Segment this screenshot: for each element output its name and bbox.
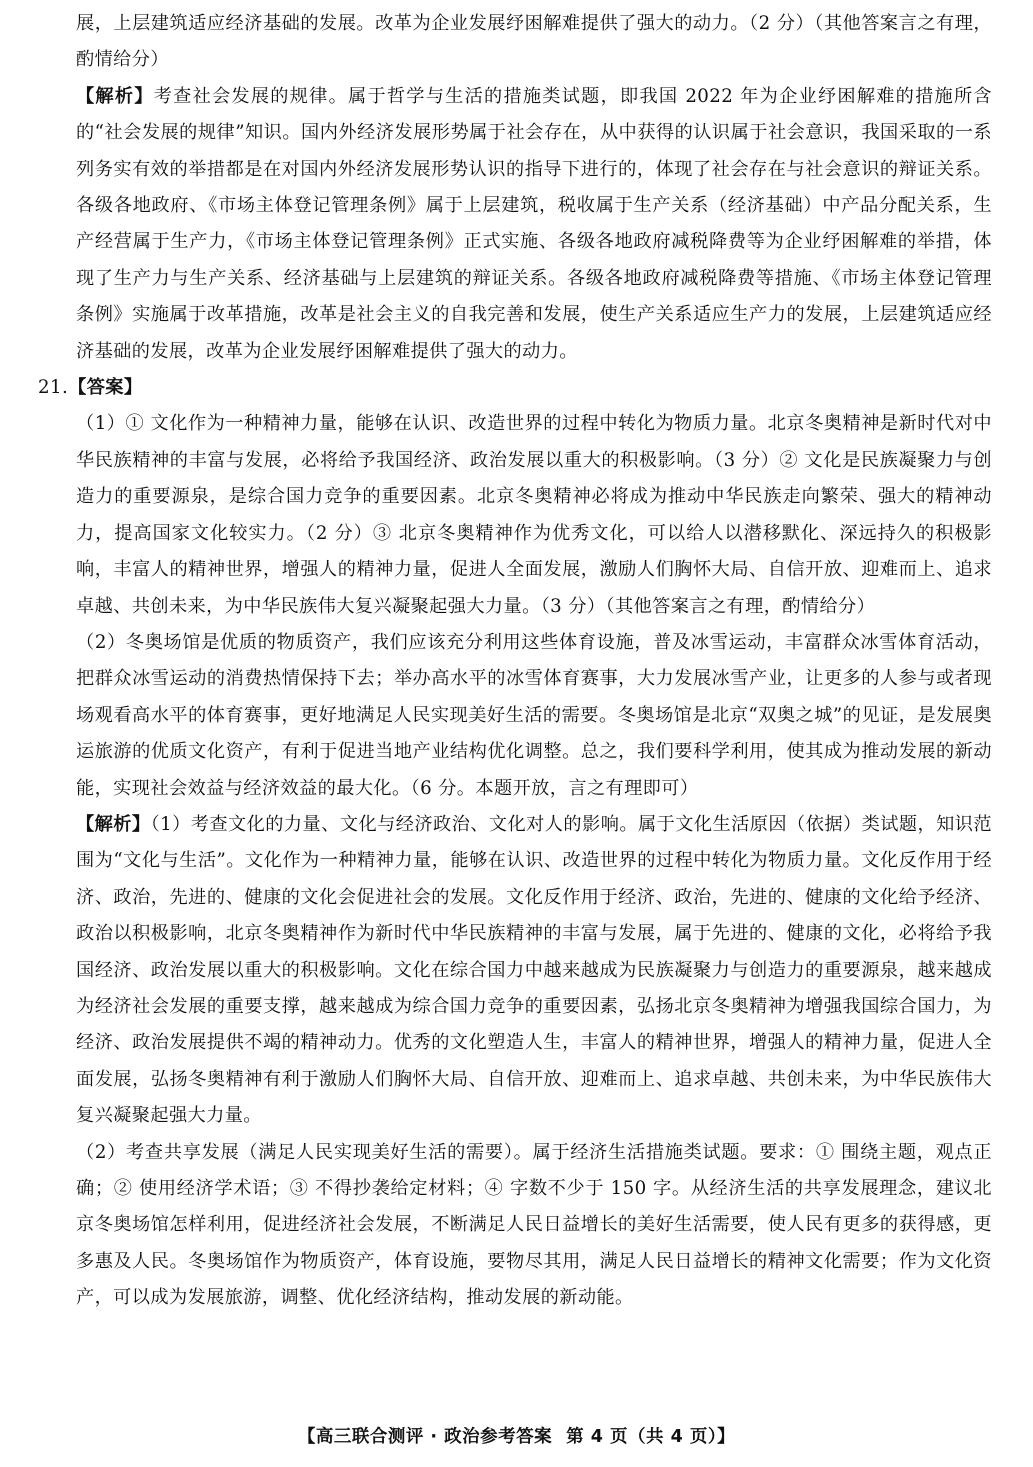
q21-analysis-text-1: （1）考查文化的力量、文化与经济政治、文化对人的影响。属于文化生活原因（依据）类试题，知识范围为“文化与生活”。文化作为一种精神力量，能够在认识、改造世界的过程中转化为物质力量。文化反作用于经济、政治，先进的、健康的文化会促进社会的发展。文化反作用于经济、政治，先进的、健康的文化给予经济、政治以积极影响，北京冬奥精神作为新时代中华民族精神的丰富与发展，属于先进的、健康的文化，必将给予我国经济、政治发展以重大的积极影响。文化在综合国力中越来越成为民族凝聚力与创造力的重要源泉，越来越成为经济社会发展的重要支撑，越来越成为综合国力竞争的重要因素，弘扬北京冬奥精神为增强我国综合国力，为经济、政治发展提供不竭的精神动力。优秀的文化塑造人生，丰富人的精神世界，增强人的精神力量，促进人全面发展，弘扬冬奥精神有利于激励人们胸怀大局、自信开放、迎难而上、追求卓越、共创未来，为中华民族伟大复兴凝聚起强大力量。 <box>76 813 992 1127</box>
paragraph-continued: 展，上层建筑适应经济基础的发展。改革为企业发展纾困解难提供了强大的动力。（2 分）（其他答案言之有理，酌情给分） <box>76 13 992 71</box>
document-body <box>38 6 992 1317</box>
q21-heading <box>38 370 992 406</box>
analysis-label: 【解析】 <box>76 85 154 107</box>
analysis-label: 【解析】 <box>76 813 151 835</box>
q20-analysis-text: 考查社会发展的规律。属于哲学与生活的措施类试题，即我国 2022 年为企业纾困解难的措施所含的“社会发展的规律”知识。国内外经济发展形势属于社会存在，从中获得的认识属于社会意识，我国采取的一系列务实有效的举措都是在对国内外经济发展形势认识的指导下进行的，体现了社会存在与社会意识的辩证关系。各级各地政府、《市场主体登记管理条例》属于上层建筑，税收属于生产关系（经济基础）中产品分配关系，生产经营属于生产力，《市场主体登记管理条例》正式实施、各级各地政府减税降费等为企业纾困解难的举措，体现了生产力与生产关系、经济基础与上层建筑的辩证关系。各级各地政府减税降费等措施、《市场主体登记管理条例》实施属于改革措施，改革是社会主义的自我完善和发展，使生产关系适应生产力的发展，上层建筑适应经济基础的发展，改革为企业发展纾困解难提供了强大的动力。 <box>76 85 992 362</box>
page-footer <box>0 1423 1033 1448</box>
q21-answer-part1: （1）① 文化作为一种精神力量，能够在认识、改造世界的过程中转化为物质力量。北京冬奥精神是新时代对中华民族精神的丰富与发展，必将给予我国经济、政治发展以重大的积极影响。（3 分）② 文化是民族凝聚力与创造力的重要源泉，是综合国力竞争的重要因素。北京冬奥精神必将成为推动中华民族走向繁荣、强大的精神动力，提高国家文化较实力。（2 分）③ 北京冬奥精神作为优秀文化，可以给人以潜移默化、深远持久的积极影响，丰富人的精神世界，增强人的精神力量，促进人全面发展，激励人们胸怀大局、自信开放、迎难而上、追求卓越、共创未来，为中华民族伟大复兴凝聚起强大力量。（3 分）（其他答案言之有理，酌情给分） <box>76 413 992 617</box>
footer-page-info: 第 4 页（共 4 页）】 <box>566 1427 736 1447</box>
answer-label: 【答案】 <box>68 377 143 399</box>
question-number: 21. <box>38 377 69 399</box>
q21-analysis <box>76 807 992 1135</box>
footer-title: 【高三联合测评 · 政治参考答案 <box>297 1427 553 1447</box>
q21-analysis-part2: （2）考查共享发展（满足人民实现美好生活的需要）。属于经济生活措施类试题。要求：① 围绕主题，观点正确；② 使用经济学术语；③ 不得抄袭给定材料；④ 字数不少于 150 字。从经济生活的共享发展理念，建议北京冬奥场馆怎样利用，促进经济社会发展，不断满足人民日益增长的美好生活需要，使人民有更多的获得感，更多惠及人民。冬奥场馆作为物质资产，体育设施，要物尽其用，满足人民日益增长的精神文化需要；作为文化资产，可以成为发展旅游，调整、优化经济结构，推动发展的新动能。 <box>76 1141 992 1309</box>
q21-answer-part2: （2）冬奥场馆是优质的物质资产，我们应该充分利用这些体育设施，普及冰雪运动，丰富群众冰雪体育活动，把群众冰雪运动的消费热情保持下去；举办高水平的冰雪体育赛事，大力发展冰雪产业，让更多的人参与或者现场观看高水平的体育赛事，更好地满足人民实现美好生活的需要。冬奥场馆是北京“双奥之城”的见证，是发展奥运旅游的优质文化资产，有利于促进当地产业结构优化调整。总之，我们要科学利用，使其成为推动发展的新动能，实现社会效益与经济效益的最大化。（6 分。本题开放，言之有理即可） <box>76 631 992 799</box>
q20-analysis <box>76 79 992 370</box>
